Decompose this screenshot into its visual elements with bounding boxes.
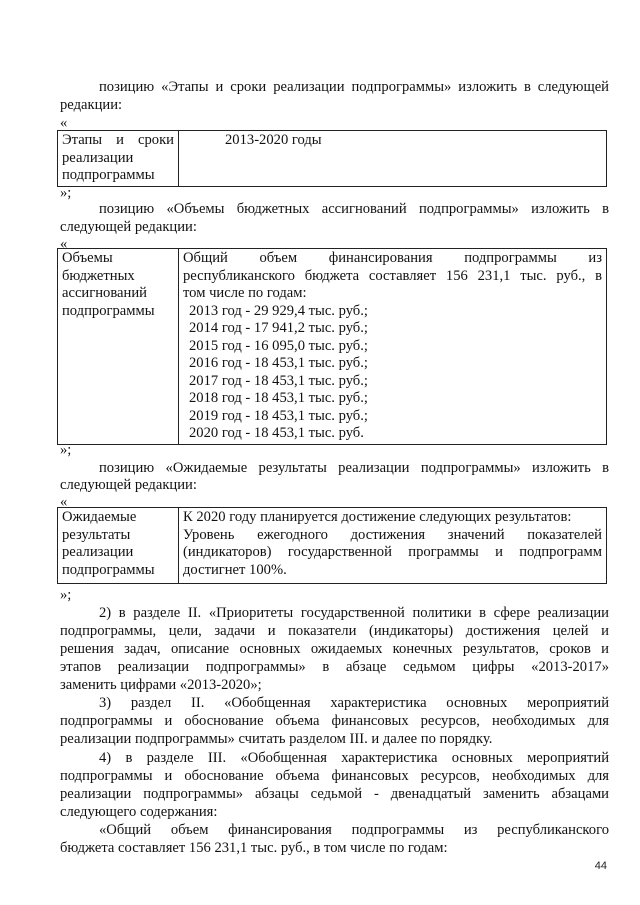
item2-line: заменить цифрами «2013-2020»;: [60, 677, 262, 693]
results-label-line: результаты: [62, 526, 131, 543]
item4-line: 4) в разделе III. «Обобщенная характеристика основных мероприятий: [99, 750, 609, 766]
results-text-line: (индикаторов) государственной программы и подпрограмм: [183, 544, 602, 560]
results-table: [57, 507, 607, 584]
budget-text-line: том числе по годам:: [183, 285, 307, 301]
last-para-line: бюджета составляет 156 231,1 тыс. руб., в том числе по годам:: [60, 840, 448, 856]
results-text-line: К 2020 году планируется достижение следующих результатов:: [183, 509, 572, 525]
budget-label-cell: [58, 249, 179, 445]
budget-text-line: Общий объем финансирования подпрограммы из: [183, 250, 602, 266]
budget-year-line: 2014 год - 17 941,2 тыс. руб.;: [189, 320, 368, 336]
budget-text-cell: [179, 249, 607, 445]
budget-year-line: 2016 год - 18 453,1 тыс. руб.;: [189, 355, 368, 371]
last-para-line: «Общий объем финансирования подпрограммы из республиканского: [99, 822, 609, 838]
item2-line: подпрограммы, цели, задачи и показатели (индикаторы) достижения целей и: [60, 623, 609, 639]
budget-intro-line2: следующей редакции:: [60, 219, 197, 235]
page-number: 44: [594, 860, 607, 872]
item2-line: 2) в разделе II. «Приоритеты государственной политики в сфере реализации: [99, 605, 609, 621]
close-quote: »;: [60, 185, 72, 201]
open-quote: «: [60, 236, 68, 252]
item4-line: реализации подпрограммы» абзацы седьмой - двенадцатый заменить абзацами: [60, 786, 609, 802]
budget-table: [57, 248, 607, 445]
budget-intro-line1: позицию «Объемы бюджетных ассигнований подпрограммы» изложить в: [99, 201, 609, 217]
stages-intro-line1: позицию «Этапы и сроки реализации подпрограммы» изложить в следующей: [99, 79, 609, 95]
results-text-line: Уровень ежегодного достижения значений показателей: [183, 526, 602, 543]
stages-value: 2013-2020 годы: [225, 132, 322, 148]
stages-value-cell: [179, 131, 607, 187]
stages-label-line: подпрограммы: [62, 167, 155, 183]
budget-year-line: 2018 год - 18 453,1 тыс. руб.;: [189, 390, 368, 406]
item4-line: следующего содержания:: [60, 804, 218, 820]
stages-table: [57, 130, 607, 187]
results-text-line: достигнет 100%.: [183, 561, 287, 578]
results-label-line: подпрограммы: [62, 561, 155, 578]
budget-label-line: подпрограммы: [62, 302, 155, 319]
open-quote: «: [60, 115, 68, 131]
item3-line: реализации подпрограммы» считать разделом III. и далее по порядку.: [60, 731, 493, 747]
stages-label-line: Этапы и сроки: [62, 132, 174, 148]
stages-intro-line2: редакции:: [60, 97, 123, 113]
item3-line: подпрограммы и обоснование объема финансовых ресурсов, необходимых для: [60, 713, 609, 729]
budget-text-line: республиканского бюджета составляет 156 231,1 тыс. руб., в: [183, 267, 602, 284]
results-intro-line2: следующей редакции:: [60, 477, 197, 493]
open-quote: «: [60, 494, 68, 510]
results-text-cell: [179, 508, 607, 584]
budget-year-line: 2013 год - 29 929,4 тыс. руб.;: [189, 302, 368, 319]
results-label-cell: [58, 508, 179, 584]
item2-line: этапов реализации подпрограммы» в абзаце седьмом цифры «2013-2017»: [60, 659, 609, 675]
budget-year-line: 2015 год - 16 095,0 тыс. руб.;: [189, 337, 368, 354]
budget-label-line: бюджетных: [62, 267, 135, 284]
budget-label-line: Объемы: [62, 250, 113, 266]
budget-year-line: 2019 год - 18 453,1 тыс. руб.;: [189, 407, 368, 424]
budget-label-line: ассигнований: [62, 285, 147, 301]
close-quote: »;: [60, 587, 72, 603]
results-label-line: реализации: [62, 544, 134, 560]
close-quote: »;: [60, 442, 72, 458]
budget-year-line: 2020 год - 18 453,1 тыс. руб.: [189, 425, 364, 441]
item4-line: подпрограммы и обоснование объема финансовых ресурсов, необходимых для: [60, 768, 609, 784]
item2-line: решения задач, описание основных ожидаемых конечных результатов, сроков и: [60, 641, 609, 657]
budget-year-line: 2017 год - 18 453,1 тыс. руб.;: [189, 372, 368, 389]
results-intro-line1: позицию «Ожидаемые результаты реализации подпрограммы» изложить в: [99, 460, 609, 476]
stages-label-line: реализации: [62, 149, 134, 166]
item3-line: 3) раздел II. «Обобщенная характеристика основных мероприятий: [99, 695, 609, 711]
results-label-line: Ожидаемые: [62, 509, 137, 525]
stages-label-cell: [58, 131, 179, 187]
